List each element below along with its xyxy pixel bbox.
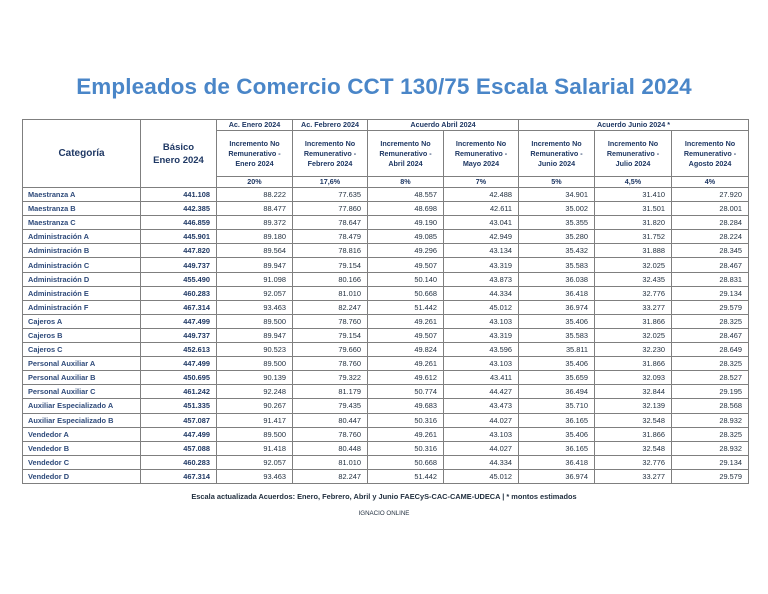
- header-sub-enero-text: Incremento No Remunerativo - Enero 2024: [228, 138, 281, 168]
- row-increment-value: 36.974: [519, 300, 595, 314]
- row-increment-value: 35.583: [519, 258, 595, 272]
- row-increment-value: 50.140: [368, 272, 444, 286]
- row-increment-value: 49.683: [368, 399, 444, 413]
- table-row: [23, 286, 749, 300]
- row-increment-value: 31.888: [595, 244, 672, 258]
- header-sub-agosto: [672, 131, 749, 177]
- row-increment-value: 33.277: [595, 469, 672, 483]
- row-basic-salary: 451.335: [141, 399, 217, 413]
- header-sub-junio: [519, 131, 595, 177]
- row-increment-value: 49.261: [368, 357, 444, 371]
- row-increment-value: 49.824: [368, 343, 444, 357]
- row-increment-value: 28.345: [672, 244, 749, 258]
- row-increment-value: 77.635: [293, 188, 368, 202]
- header-basico-text: Básico Enero 2024: [153, 141, 204, 166]
- header-sub-febrero-text: Incremento No Remunerativo - Febrero 2024: [303, 138, 357, 168]
- row-increment-value: 89.564: [217, 244, 293, 258]
- header-sub-abril: [368, 131, 444, 177]
- row-increment-value: 90.523: [217, 343, 293, 357]
- row-basic-salary: 442.385: [141, 202, 217, 216]
- row-increment-value: 42.488: [444, 188, 519, 202]
- row-increment-value: 78.760: [293, 427, 368, 441]
- row-increment-value: 35.406: [519, 314, 595, 328]
- row-increment-value: 51.442: [368, 469, 444, 483]
- row-increment-value: 80.447: [293, 413, 368, 427]
- row-increment-value: 89.500: [217, 357, 293, 371]
- row-increment-value: 89.500: [217, 314, 293, 328]
- row-category: Administración D: [23, 272, 141, 286]
- table-row: [23, 399, 749, 413]
- row-increment-value: 28.284: [672, 216, 749, 230]
- row-category: Personal Auxiliar B: [23, 371, 141, 385]
- row-category: Vendedor B: [23, 441, 141, 455]
- row-increment-value: 31.752: [595, 230, 672, 244]
- header-basico: [141, 120, 217, 188]
- row-basic-salary: 467.314: [141, 469, 217, 483]
- row-increment-value: 90.139: [217, 371, 293, 385]
- row-increment-value: 31.410: [595, 188, 672, 202]
- row-increment-value: 78.647: [293, 216, 368, 230]
- row-increment-value: 29.134: [672, 455, 749, 469]
- row-increment-value: 42.949: [444, 230, 519, 244]
- row-increment-value: 80.448: [293, 441, 368, 455]
- row-increment-value: 36.494: [519, 385, 595, 399]
- table-row: [23, 244, 749, 258]
- row-increment-value: 29.579: [672, 469, 749, 483]
- row-basic-salary: 449.737: [141, 258, 217, 272]
- row-increment-value: 35.583: [519, 328, 595, 342]
- row-increment-value: 77.860: [293, 202, 368, 216]
- row-increment-value: 35.002: [519, 202, 595, 216]
- row-increment-value: 35.659: [519, 371, 595, 385]
- row-increment-value: 89.372: [217, 216, 293, 230]
- row-increment-value: 35.432: [519, 244, 595, 258]
- row-increment-value: 32.025: [595, 258, 672, 272]
- table-row: [23, 371, 749, 385]
- header-categoria: Categoría: [23, 120, 141, 188]
- row-increment-value: 91.098: [217, 272, 293, 286]
- row-increment-value: 31.866: [595, 427, 672, 441]
- pct-agosto: 4%: [672, 177, 749, 188]
- pct-febrero: 17,6%: [293, 177, 368, 188]
- row-increment-value: 43.103: [444, 427, 519, 441]
- row-increment-value: 36.418: [519, 286, 595, 300]
- table-row: [23, 413, 749, 427]
- row-increment-value: 49.190: [368, 216, 444, 230]
- table-body: [23, 188, 749, 484]
- row-increment-value: 79.435: [293, 399, 368, 413]
- row-basic-salary: 460.283: [141, 455, 217, 469]
- row-increment-value: 28.325: [672, 427, 749, 441]
- row-basic-salary: 461.242: [141, 385, 217, 399]
- row-increment-value: 89.947: [217, 328, 293, 342]
- row-category: Cajeros A: [23, 314, 141, 328]
- table-row: [23, 455, 749, 469]
- row-category: Auxiliar Especializado B: [23, 413, 141, 427]
- row-category: Maestranza C: [23, 216, 141, 230]
- row-increment-value: 43.873: [444, 272, 519, 286]
- row-increment-value: 93.463: [217, 300, 293, 314]
- row-increment-value: 51.442: [368, 300, 444, 314]
- row-increment-value: 36.165: [519, 413, 595, 427]
- row-increment-value: 31.501: [595, 202, 672, 216]
- row-increment-value: 29.134: [672, 286, 749, 300]
- row-increment-value: 32.025: [595, 328, 672, 342]
- row-basic-salary: 447.499: [141, 314, 217, 328]
- table-row: [23, 300, 749, 314]
- row-increment-value: 32.548: [595, 441, 672, 455]
- row-category: Cajeros C: [23, 343, 141, 357]
- row-increment-value: 92.057: [217, 455, 293, 469]
- table-row: [23, 469, 749, 483]
- header-group-febrero: Ac. Febrero 2024: [293, 120, 368, 131]
- row-category: Auxiliar Especializado A: [23, 399, 141, 413]
- row-increment-value: 35.280: [519, 230, 595, 244]
- row-increment-value: 89.947: [217, 258, 293, 272]
- row-category: Maestranza B: [23, 202, 141, 216]
- row-increment-value: 44.334: [444, 455, 519, 469]
- table-row: [23, 385, 749, 399]
- row-increment-value: 28.325: [672, 314, 749, 328]
- row-basic-salary: 447.499: [141, 357, 217, 371]
- row-increment-value: 43.103: [444, 314, 519, 328]
- row-increment-value: 43.134: [444, 244, 519, 258]
- row-increment-value: 43.319: [444, 328, 519, 342]
- row-increment-value: 31.866: [595, 314, 672, 328]
- row-increment-value: 82.247: [293, 300, 368, 314]
- header-sub-junio-text: Incremento No Remunerativo - Junio 2024: [530, 138, 583, 168]
- row-increment-value: 92.248: [217, 385, 293, 399]
- row-increment-value: 50.668: [368, 286, 444, 300]
- header-group-enero: Ac. Enero 2024: [217, 120, 293, 131]
- row-basic-salary: 445.901: [141, 230, 217, 244]
- row-increment-value: 50.774: [368, 385, 444, 399]
- row-increment-value: 29.579: [672, 300, 749, 314]
- row-increment-value: 89.180: [217, 230, 293, 244]
- row-category: Maestranza A: [23, 188, 141, 202]
- row-increment-value: 50.316: [368, 413, 444, 427]
- row-category: Vendedor D: [23, 469, 141, 483]
- row-increment-value: 48.698: [368, 202, 444, 216]
- row-increment-value: 44.334: [444, 286, 519, 300]
- pct-enero: 20%: [217, 177, 293, 188]
- row-increment-value: 32.230: [595, 343, 672, 357]
- header-sub-febrero: [293, 131, 368, 177]
- row-increment-value: 28.568: [672, 399, 749, 413]
- table-row: [23, 258, 749, 272]
- table-row: [23, 272, 749, 286]
- row-increment-value: 36.165: [519, 441, 595, 455]
- row-increment-value: 35.406: [519, 427, 595, 441]
- row-increment-value: 49.612: [368, 371, 444, 385]
- row-increment-value: 78.760: [293, 314, 368, 328]
- pct-junio: 5%: [519, 177, 595, 188]
- header-group-junio: Acuerdo Junio 2024 *: [519, 120, 749, 131]
- row-basic-salary: 450.695: [141, 371, 217, 385]
- row-category: Cajeros B: [23, 328, 141, 342]
- table-row: [23, 202, 749, 216]
- footer-credit: IGNACIO ONLINE: [358, 510, 410, 517]
- row-increment-value: 28.527: [672, 371, 749, 385]
- row-category: Administración F: [23, 300, 141, 314]
- row-increment-value: 81.179: [293, 385, 368, 399]
- row-increment-value: 33.277: [595, 300, 672, 314]
- row-category: Vendedor C: [23, 455, 141, 469]
- row-increment-value: 48.557: [368, 188, 444, 202]
- row-increment-value: 42.611: [444, 202, 519, 216]
- row-increment-value: 43.041: [444, 216, 519, 230]
- footer-note: Escala actualizada Acuerdos: Enero, Febrero, Abril y Junio FAECyS-CAC-CAME-UDECA | * montos estimados: [191, 492, 577, 501]
- header-sub-enero: [217, 131, 293, 177]
- row-increment-value: 28.467: [672, 328, 749, 342]
- row-increment-value: 81.010: [293, 286, 368, 300]
- row-increment-value: 78.760: [293, 357, 368, 371]
- row-increment-value: 28.001: [672, 202, 749, 216]
- row-increment-value: 36.974: [519, 469, 595, 483]
- header-group-abril: Acuerdo Abril 2024: [368, 120, 519, 131]
- row-increment-value: 36.418: [519, 455, 595, 469]
- row-increment-value: 50.668: [368, 455, 444, 469]
- row-increment-value: 29.195: [672, 385, 749, 399]
- row-increment-value: 93.463: [217, 469, 293, 483]
- table-row: [23, 230, 749, 244]
- table-row: [23, 343, 749, 357]
- row-increment-value: 28.224: [672, 230, 749, 244]
- row-increment-value: 43.473: [444, 399, 519, 413]
- row-increment-value: 91.417: [217, 413, 293, 427]
- table-row: [23, 357, 749, 371]
- row-increment-value: 89.500: [217, 427, 293, 441]
- row-increment-value: 92.057: [217, 286, 293, 300]
- row-basic-salary: 447.499: [141, 427, 217, 441]
- row-increment-value: 36.038: [519, 272, 595, 286]
- row-increment-value: 31.866: [595, 357, 672, 371]
- row-basic-salary: 441.108: [141, 188, 217, 202]
- header-sub-mayo-text: Incremento No Remunerativo - Mayo 2024: [454, 138, 508, 168]
- row-increment-value: 88.222: [217, 188, 293, 202]
- row-increment-value: 28.325: [672, 357, 749, 371]
- row-increment-value: 31.820: [595, 216, 672, 230]
- row-basic-salary: 449.737: [141, 328, 217, 342]
- table-row: [23, 188, 749, 202]
- row-basic-salary: 467.314: [141, 300, 217, 314]
- row-increment-value: 80.166: [293, 272, 368, 286]
- row-increment-value: 43.411: [444, 371, 519, 385]
- row-increment-value: 34.901: [519, 188, 595, 202]
- row-increment-value: 43.319: [444, 258, 519, 272]
- row-increment-value: 78.479: [293, 230, 368, 244]
- row-basic-salary: 447.820: [141, 244, 217, 258]
- header-sub-abril-text: Incremento No Remunerativo - Abril 2024: [379, 138, 432, 168]
- row-increment-value: 32.093: [595, 371, 672, 385]
- row-increment-value: 35.355: [519, 216, 595, 230]
- pct-mayo: 7%: [444, 177, 519, 188]
- row-increment-value: 35.406: [519, 357, 595, 371]
- row-increment-value: 49.261: [368, 314, 444, 328]
- row-increment-value: 81.010: [293, 455, 368, 469]
- row-increment-value: 32.776: [595, 455, 672, 469]
- row-category: Vendedor A: [23, 427, 141, 441]
- row-increment-value: 32.776: [595, 286, 672, 300]
- row-increment-value: 32.435: [595, 272, 672, 286]
- row-increment-value: 32.548: [595, 413, 672, 427]
- table-row: [23, 427, 749, 441]
- row-category: Personal Auxiliar C: [23, 385, 141, 399]
- row-increment-value: 32.139: [595, 399, 672, 413]
- table-row: [23, 216, 749, 230]
- row-increment-value: 79.154: [293, 328, 368, 342]
- row-category: Administración C: [23, 258, 141, 272]
- salary-table: [22, 119, 749, 484]
- row-increment-value: 49.261: [368, 427, 444, 441]
- row-category: Administración B: [23, 244, 141, 258]
- row-increment-value: 44.027: [444, 441, 519, 455]
- row-increment-value: 43.596: [444, 343, 519, 357]
- row-increment-value: 28.932: [672, 413, 749, 427]
- row-basic-salary: 446.859: [141, 216, 217, 230]
- row-category: Administración A: [23, 230, 141, 244]
- row-increment-value: 49.296: [368, 244, 444, 258]
- row-category: Personal Auxiliar A: [23, 357, 141, 371]
- row-increment-value: 49.507: [368, 328, 444, 342]
- row-basic-salary: 455.490: [141, 272, 217, 286]
- row-increment-value: 45.012: [444, 469, 519, 483]
- row-increment-value: 79.154: [293, 258, 368, 272]
- pct-abril: 8%: [368, 177, 444, 188]
- row-category: Administración E: [23, 286, 141, 300]
- header-sub-julio-text: Incremento No Remunerativo - Julio 2024: [606, 138, 660, 168]
- row-basic-salary: 460.283: [141, 286, 217, 300]
- header-sub-julio: [595, 131, 672, 177]
- row-basic-salary: 457.087: [141, 413, 217, 427]
- row-increment-value: 28.932: [672, 441, 749, 455]
- row-increment-value: 78.816: [293, 244, 368, 258]
- row-increment-value: 28.831: [672, 272, 749, 286]
- row-increment-value: 43.103: [444, 357, 519, 371]
- row-increment-value: 79.660: [293, 343, 368, 357]
- row-increment-value: 79.322: [293, 371, 368, 385]
- row-increment-value: 91.418: [217, 441, 293, 455]
- table-row: [23, 314, 749, 328]
- row-basic-salary: 452.613: [141, 343, 217, 357]
- row-increment-value: 49.507: [368, 258, 444, 272]
- row-increment-value: 44.027: [444, 413, 519, 427]
- page-title: Empleados de Comercio CCT 130/75 Escala Salarial 2024: [76, 74, 692, 99]
- row-increment-value: 82.247: [293, 469, 368, 483]
- row-increment-value: 45.012: [444, 300, 519, 314]
- row-increment-value: 50.316: [368, 441, 444, 455]
- header-sub-agosto-text: Incremento No Remunerativo - Agosto 2024: [683, 138, 737, 168]
- row-increment-value: 28.467: [672, 258, 749, 272]
- row-increment-value: 35.710: [519, 399, 595, 413]
- row-basic-salary: 457.088: [141, 441, 217, 455]
- row-increment-value: 32.844: [595, 385, 672, 399]
- row-increment-value: 44.427: [444, 385, 519, 399]
- table-row: [23, 441, 749, 455]
- pct-julio: 4,5%: [595, 177, 672, 188]
- row-increment-value: 35.811: [519, 343, 595, 357]
- row-increment-value: 28.649: [672, 343, 749, 357]
- row-increment-value: 88.477: [217, 202, 293, 216]
- row-increment-value: 90.267: [217, 399, 293, 413]
- header-sub-mayo: [444, 131, 519, 177]
- row-increment-value: 27.920: [672, 188, 749, 202]
- row-increment-value: 49.085: [368, 230, 444, 244]
- table-row: [23, 328, 749, 342]
